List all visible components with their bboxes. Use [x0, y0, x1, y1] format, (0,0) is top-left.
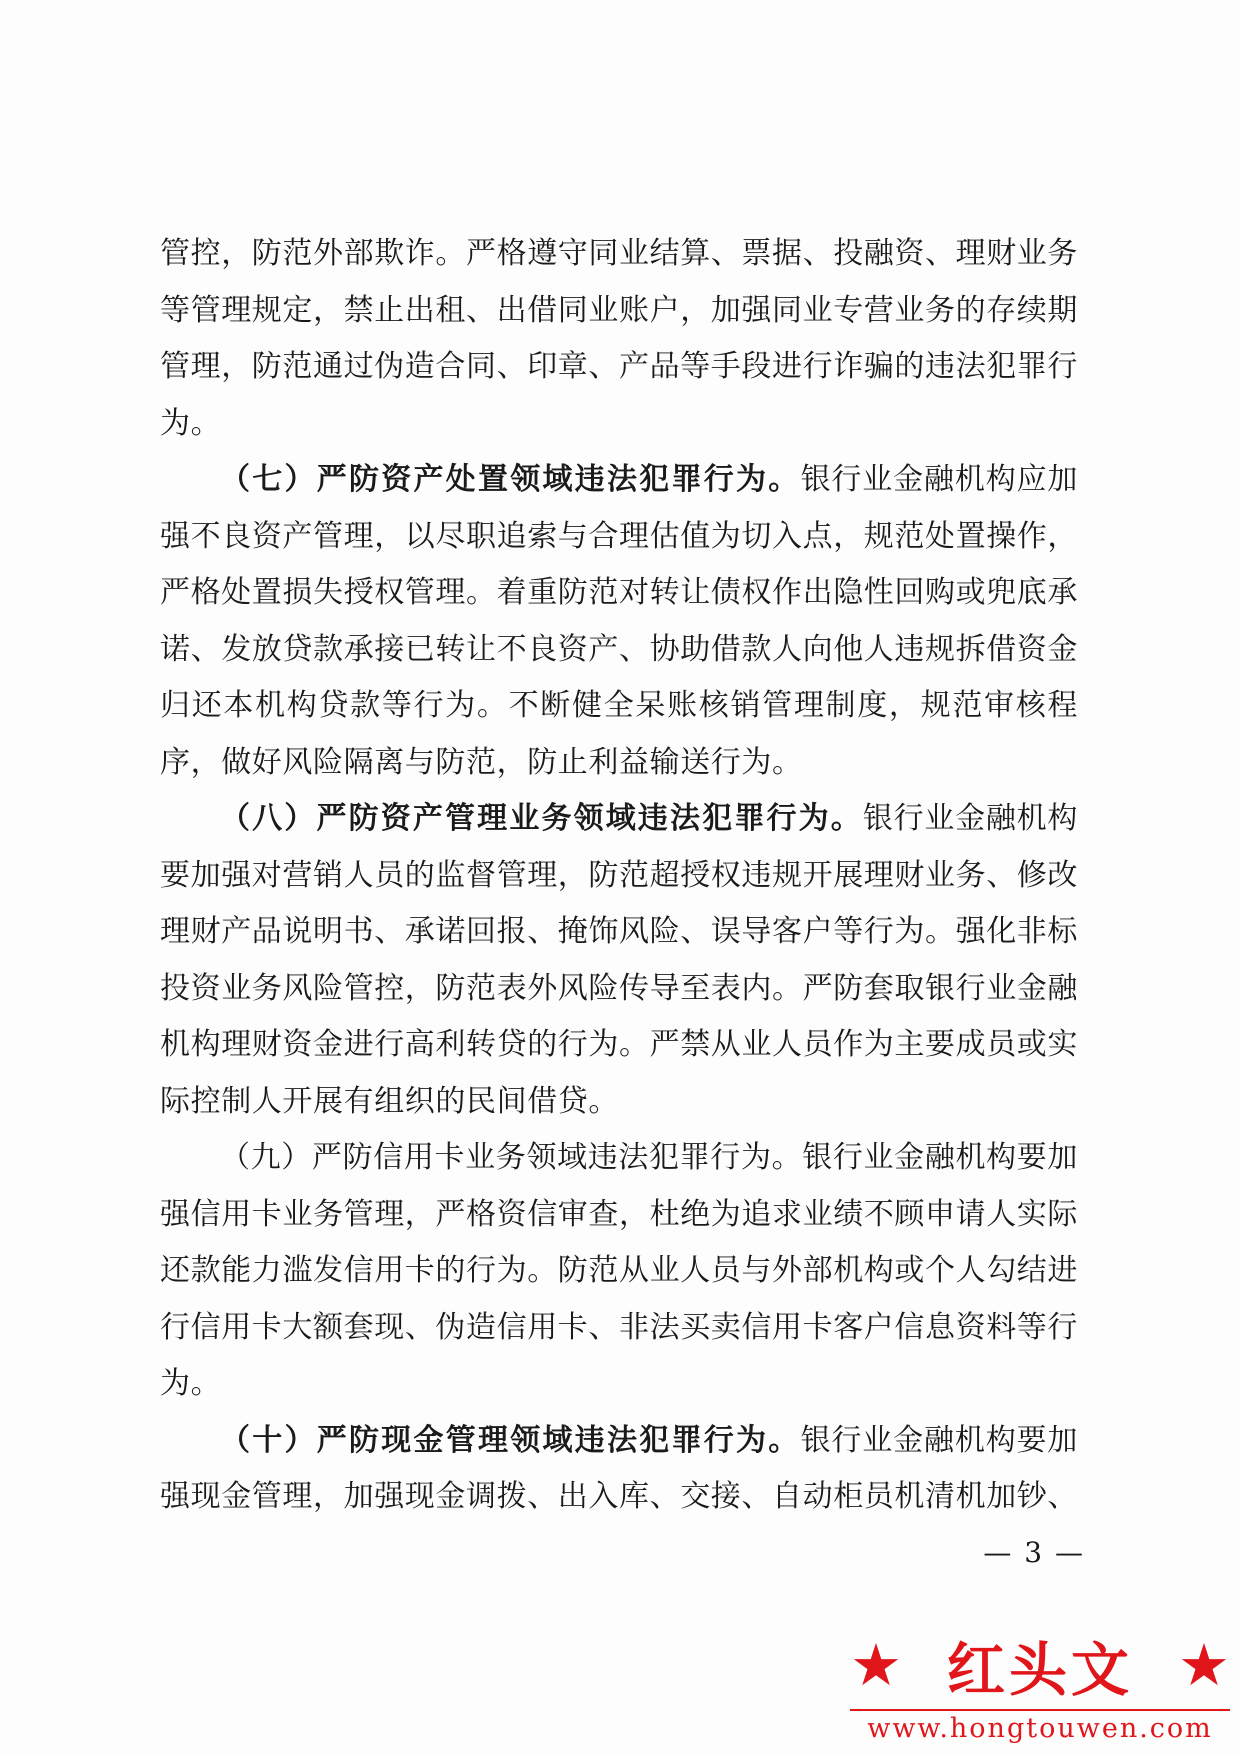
paragraph-text: 银行业金融机构要加强信用卡业务管理，严格资信审查，杜绝为追求业绩不顾申请人实际还款能力滥发信用卡的行为。防范从业人员与外部机构或个人勾结进行信用卡大额套现、伪造信用卡、非法买卖信用卡客户信息资料等行为。	[160, 1140, 1079, 1401]
paragraph-section-8	[160, 791, 1078, 1130]
section-heading: （九）严防信用卡业务领域违法犯罪行为。	[220, 1140, 803, 1175]
paragraph-text: 银行业金融机构应加强不良资产管理，以尽职追索与合理估值为切入点，规范处置操作，严格处置损失授权管理。着重防范对转让债权作出隐性回购或兜底承诺、发放贷款承接已转让不良资产、协助借款人向他人违规拆借资金归还本机构贷款等行为。不断健全呆账核销管理制度，规范审核程序，做好风险隔离与防范，防止利益输送行为。	[160, 462, 1079, 780]
section-heading: （七）严防资产处置领域违法犯罪行为。	[220, 462, 801, 497]
watermark-brand: 红头文	[946, 1636, 1133, 1704]
paragraph-text: 银行业金融机构要加强现金管理，加强现金调拨、出入库、交接、自动柜员机清机加钞、	[160, 1422, 1079, 1514]
paragraph-section-10	[160, 1413, 1078, 1526]
star-icon: ★	[1177, 1631, 1230, 1699]
watermark-title	[850, 1625, 1230, 1705]
section-heading: （八）严防资产管理业务领域违法犯罪行为。	[220, 801, 863, 836]
page-number: — 3 —	[983, 1536, 1085, 1569]
star-icon: ★	[850, 1631, 902, 1699]
paragraph-section-7	[160, 452, 1078, 791]
paragraph-continuation	[160, 226, 1078, 452]
body-text	[160, 226, 1078, 1526]
section-heading: （十）严防现金管理领域违法犯罪行为。	[220, 1422, 801, 1458]
paragraph-text: 银行业金融机构要加强对营销人员的监督管理，防范超授权违规开展理财业务、修改理财产品说明书、承诺回报、掩饰风险、误导客户等行为。强化非标投资业务风险管控，防范表外风险传导至表内。严防套取银行业金融机构理财资金进行高利转贷的行为。严禁从业人员作为主要成员或实际控制人开展有组织的民间借贷。	[160, 801, 1078, 1119]
paragraph-text: 管控，防范外部欺诈。严格遵守同业结算、票据、投融资、理财业务等管理规定，禁止出租、出借同业账户，加强同业专营业务的存续期管理，防范通过伪造合同、印章、产品等手段进行诈骗的违法犯罪行为。	[160, 236, 1078, 441]
watermark-logo	[850, 1625, 1230, 1745]
watermark-url: www.hongtouwen.com	[850, 1709, 1230, 1744]
paragraph-section-9	[160, 1130, 1078, 1413]
